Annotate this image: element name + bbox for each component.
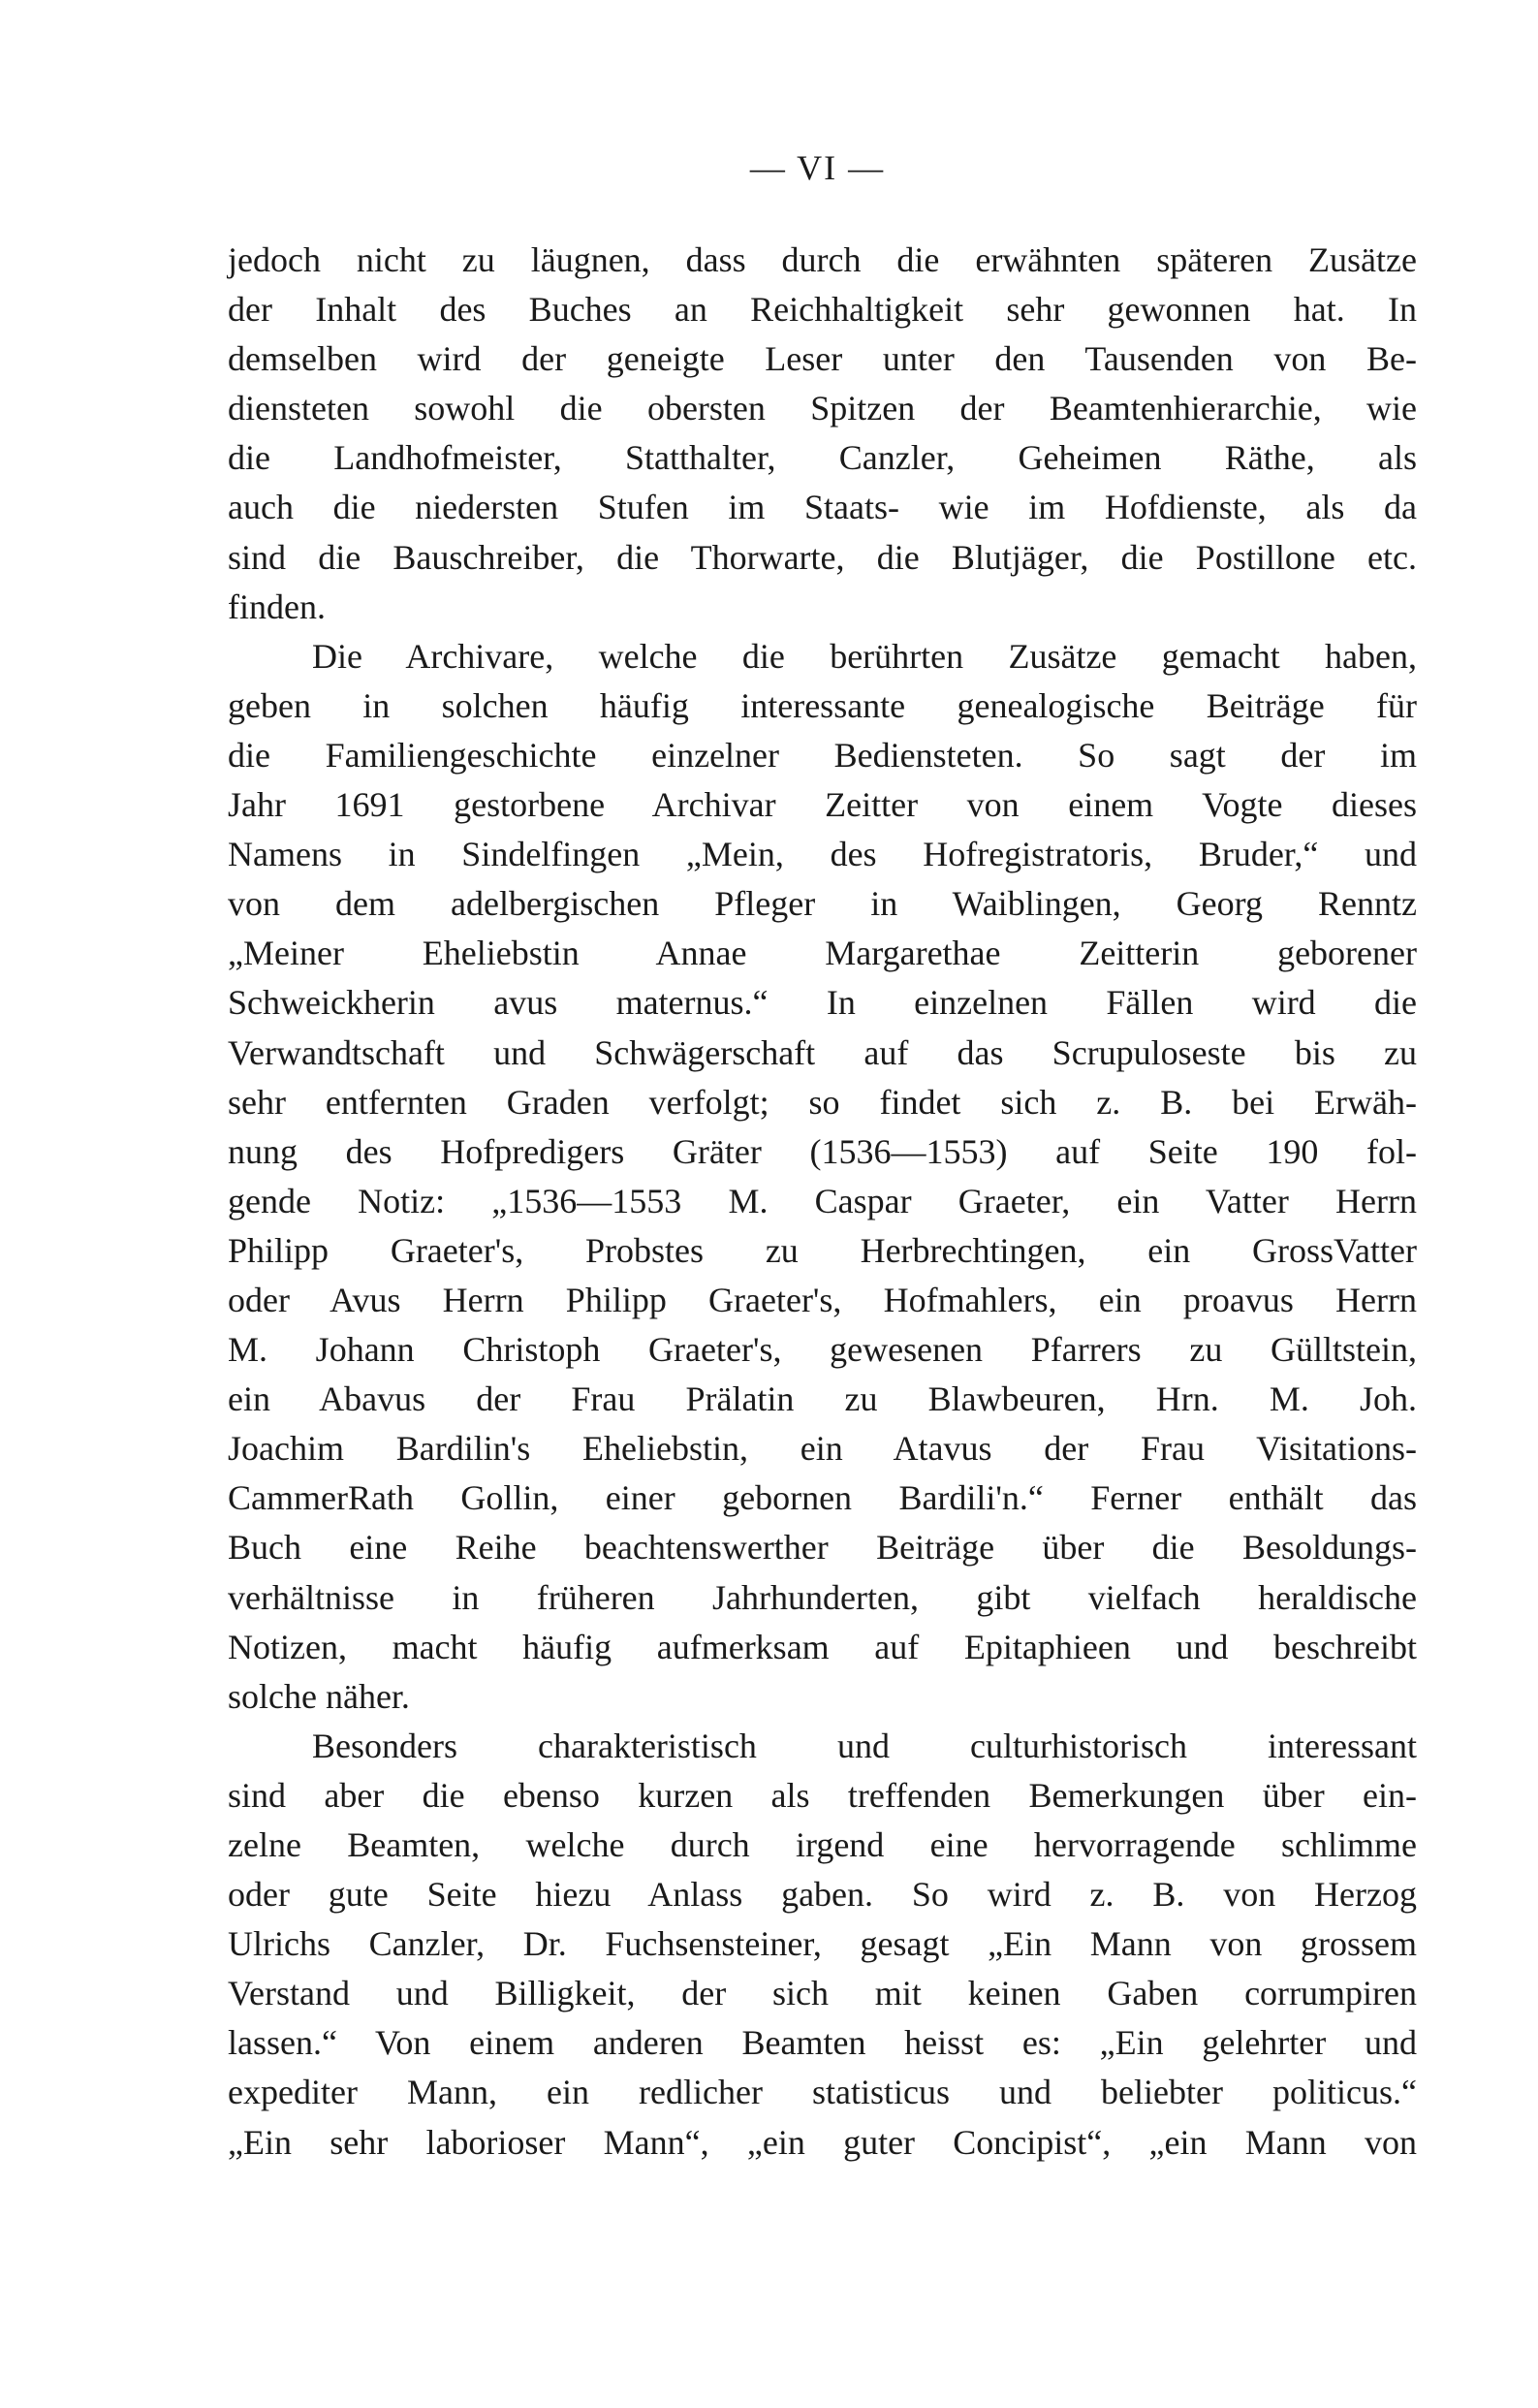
text-line: von dem adelbergischen Pfleger in Waiblingen, Georg Renntz: [228, 884, 1417, 924]
text-line: die Familiengeschichte einzelner Bediensteten. So sagt der im: [228, 735, 1417, 775]
text-line: M. Johann Christoph Graeter's, gewesenen Pfarrers zu Gülltstein,: [228, 1330, 1417, 1370]
text-line: sind aber die ebenso kurzen als treffenden Bemerkungen über ein-: [228, 1775, 1417, 1815]
text-line: zelne Beamten, welche durch irgend eine hervorragende schlimme: [228, 1825, 1417, 1864]
text-line: demselben wird der geneigte Leser unter den Tausenden von Be-: [228, 339, 1417, 379]
text-line: oder gute Seite hiezu Anlass gaben. So wird z. B. von Herzog: [228, 1875, 1417, 1915]
paragraph: [228, 236, 1417, 632]
paragraph: [228, 1722, 1417, 2168]
body-text: [228, 236, 1417, 2168]
text-line: Verstand und Billigkeit, der sich mit keinen Gaben corrumpiren: [228, 1974, 1417, 2013]
text-line: auch die niedersten Stufen im Staats- wie im Hofdienste, als da: [228, 488, 1417, 527]
text-line: Namens in Sindelfingen „Mein, des Hofregistratoris, Bruder,“ und: [228, 835, 1417, 874]
text-line: diensteten sowohl die obersten Spitzen der Beamtenhierarchie, wie: [228, 389, 1417, 428]
text-line: Buch eine Reihe beachtenswerther Beiträge über die Besoldungs-: [228, 1528, 1417, 1568]
text-line: „Meiner Eheliebstin Annae Margarethae Zeitterin geborener: [228, 934, 1417, 973]
paragraph: [228, 632, 1417, 1722]
text-line: lassen.“ Von einem anderen Beamten heisst es: „Ein gelehrter und: [228, 2023, 1417, 2063]
text-line: „Ein sehr laborioser Mann“, „ein guter Concipist“, „ein Mann von: [228, 2122, 1417, 2162]
text-line: oder Avus Herrn Philipp Graeter's, Hofmahlers, ein proavus Herrn: [228, 1280, 1417, 1319]
text-line: Notizen, macht häufig aufmerksam auf Epitaphieen und beschreibt: [228, 1627, 1417, 1666]
text-line: sind die Bauschreiber, die Thorwarte, die Blutjäger, die Postillone etc.: [228, 537, 1417, 577]
text-line: Ulrichs Canzler, Dr. Fuchsensteiner, gesagt „Ein Mann von grossem: [228, 1924, 1417, 1964]
text-line: jedoch nicht zu läugnen, dass durch die erwähnten späteren Zusätze: [228, 240, 1417, 279]
text-line: CammerRath Gollin, einer gebornen Bardili'n.“ Ferner enthält das: [228, 1478, 1417, 1518]
text-line: expediter Mann, ein redlicher statisticus und beliebter politicus.“: [228, 2073, 1417, 2112]
text-line: verhältnisse in früheren Jahrhunderten, gibt vielfach heraldische: [228, 1577, 1417, 1617]
text-line: nung des Hofpredigers Gräter (1536—1553) auf Seite 190 fol-: [228, 1131, 1417, 1171]
text-line: Besonders charakteristisch und culturhistorisch interessant: [312, 1726, 1417, 1765]
text-line: Jahr 1691 gestorbene Archivar Zeitter von einem Vogte dieses: [228, 785, 1417, 825]
page-number: — VI —: [749, 148, 886, 187]
text-line: finden.: [228, 586, 326, 626]
text-line: gende Notiz: „1536—1553 M. Caspar Graeter, ein Vatter Herrn: [228, 1181, 1417, 1220]
text-line: Die Archivare, welche die berührten Zusätze gemacht haben,: [312, 636, 1417, 676]
text-line: Verwandtschaft und Schwägerschaft auf das Scrupuloseste bis zu: [228, 1032, 1417, 1072]
text-line: ein Abavus der Frau Prälatin zu Blawbeuren, Hrn. M. Joh.: [228, 1379, 1417, 1419]
text-line: solche näher.: [228, 1676, 410, 1716]
text-line: der Inhalt des Buches an Reichhaltigkeit sehr gewonnen hat. In: [228, 290, 1417, 330]
text-line: Philipp Graeter's, Probstes zu Herbrechtingen, ein GrossVatter: [228, 1230, 1417, 1270]
text-line: geben in solchen häufig interessante genealogische Beiträge für: [228, 685, 1417, 725]
text-line: die Landhofmeister, Statthalter, Canzler, Geheimen Räthe, als: [228, 438, 1417, 478]
text-line: Schweickherin avus maternus.“ In einzelnen Fällen wird die: [228, 983, 1417, 1023]
text-line: Joachim Bardilin's Eheliebstin, ein Atavus der Frau Visitations-: [228, 1429, 1417, 1469]
text-line: sehr entfernten Graden verfolgt; so findet sich z. B. bei Erwäh-: [228, 1082, 1417, 1122]
